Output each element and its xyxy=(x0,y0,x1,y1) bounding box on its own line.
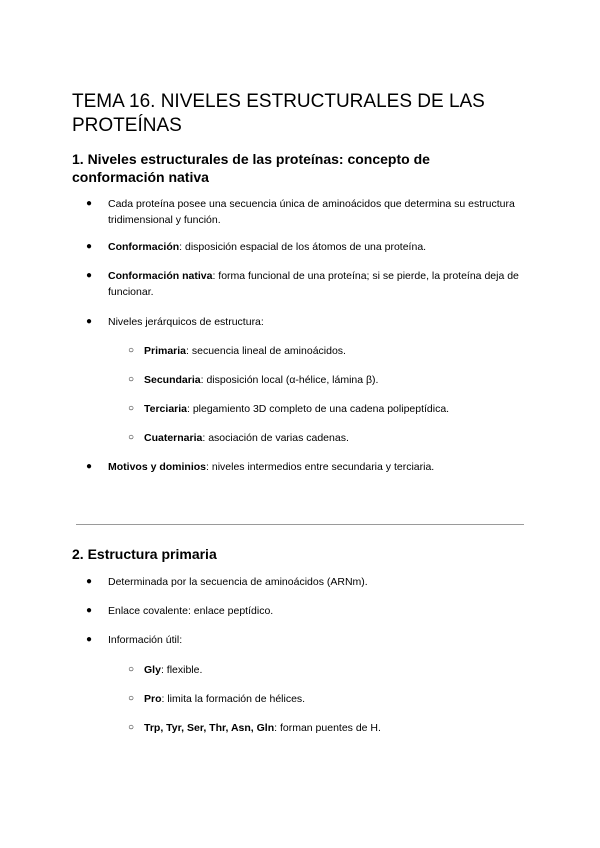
bullet-icon: ● xyxy=(86,270,93,281)
bullet-icon: ● xyxy=(86,198,93,209)
sub-bullet-icon: ○ xyxy=(128,345,135,356)
horizontal-divider xyxy=(76,524,524,525)
bullet-icon: ● xyxy=(86,316,93,327)
sub-list-item: Trp, Tyr, Ser, Thr, Asn, Gln: forman puentes de H. xyxy=(144,722,381,734)
list-item: Niveles jerárquicos de estructura: xyxy=(108,316,264,328)
list-item: Enlace covalente: enlace peptídico. xyxy=(108,605,274,617)
sub-list-item: Pro: limita la formación de hélices. xyxy=(144,693,306,705)
sub-bullet-icon: ○ xyxy=(128,432,135,443)
term-label: Secundaria xyxy=(144,374,201,386)
list-item: Conformación: disposición espacial de los átomos de una proteína. xyxy=(108,241,427,253)
term-label: Terciaria xyxy=(144,403,187,415)
sub-bullet-icon: ○ xyxy=(128,403,135,414)
list-item: Determinada por la secuencia de aminoácidos (ARNm). xyxy=(108,576,368,588)
section-2-heading: 2. Estructura primaria xyxy=(72,546,217,562)
term-label: Trp, Tyr, Ser, Thr, Asn, Gln xyxy=(144,722,275,734)
sub-list-item: Primaria: secuencia lineal de aminoácidos. xyxy=(144,345,346,357)
term-label: Conformación xyxy=(108,241,180,253)
list-item: Motivos y dominios: niveles intermedios entre secundaria y terciaria. xyxy=(108,461,435,473)
bullet-icon: ● xyxy=(86,605,93,616)
bullet-icon: ● xyxy=(86,241,93,252)
term-label: Primaria xyxy=(144,345,187,357)
term-label: Pro xyxy=(144,693,162,705)
term-label: Cuaternaria xyxy=(144,432,203,444)
list-item: Información útil: xyxy=(108,634,183,646)
bullet-icon: ● xyxy=(86,461,93,472)
term-label: Gly xyxy=(144,664,161,676)
term-label: Motivos y dominios xyxy=(108,461,207,473)
bullet-icon: ● xyxy=(86,634,93,645)
sub-list-item: Terciaria: plegamiento 3D completo de una cadena polipeptídica. xyxy=(144,403,450,415)
section-1-heading: 1. Niveles estructurales de las proteínas: concepto de conformación nativa xyxy=(72,151,430,185)
sub-bullet-icon: ○ xyxy=(128,374,135,385)
term-label: Conformación nativa xyxy=(108,270,213,282)
bullet-icon: ● xyxy=(86,576,93,587)
sub-bullet-icon: ○ xyxy=(128,722,135,733)
page-title: TEMA 16. NIVELES ESTRUCTURALES DE LAS PROTEÍNAS xyxy=(72,91,485,136)
sub-bullet-icon: ○ xyxy=(128,693,135,704)
sub-bullet-icon: ○ xyxy=(128,664,135,675)
sub-list-item: Cuaternaria: asociación de varias cadenas. xyxy=(144,432,349,444)
list-item: Cada proteína posee una secuencia única de aminoácidos que determina su estructura tridimensional y función. xyxy=(108,198,515,226)
sub-list-item: Gly: flexible. xyxy=(144,664,203,676)
list-item: Conformación nativa: forma funcional de una proteína; si se pierde, la proteína deja de funcionar. xyxy=(108,270,519,298)
sub-list-item: Secundaria: disposición local (α-hélice, lámina β). xyxy=(144,374,379,386)
